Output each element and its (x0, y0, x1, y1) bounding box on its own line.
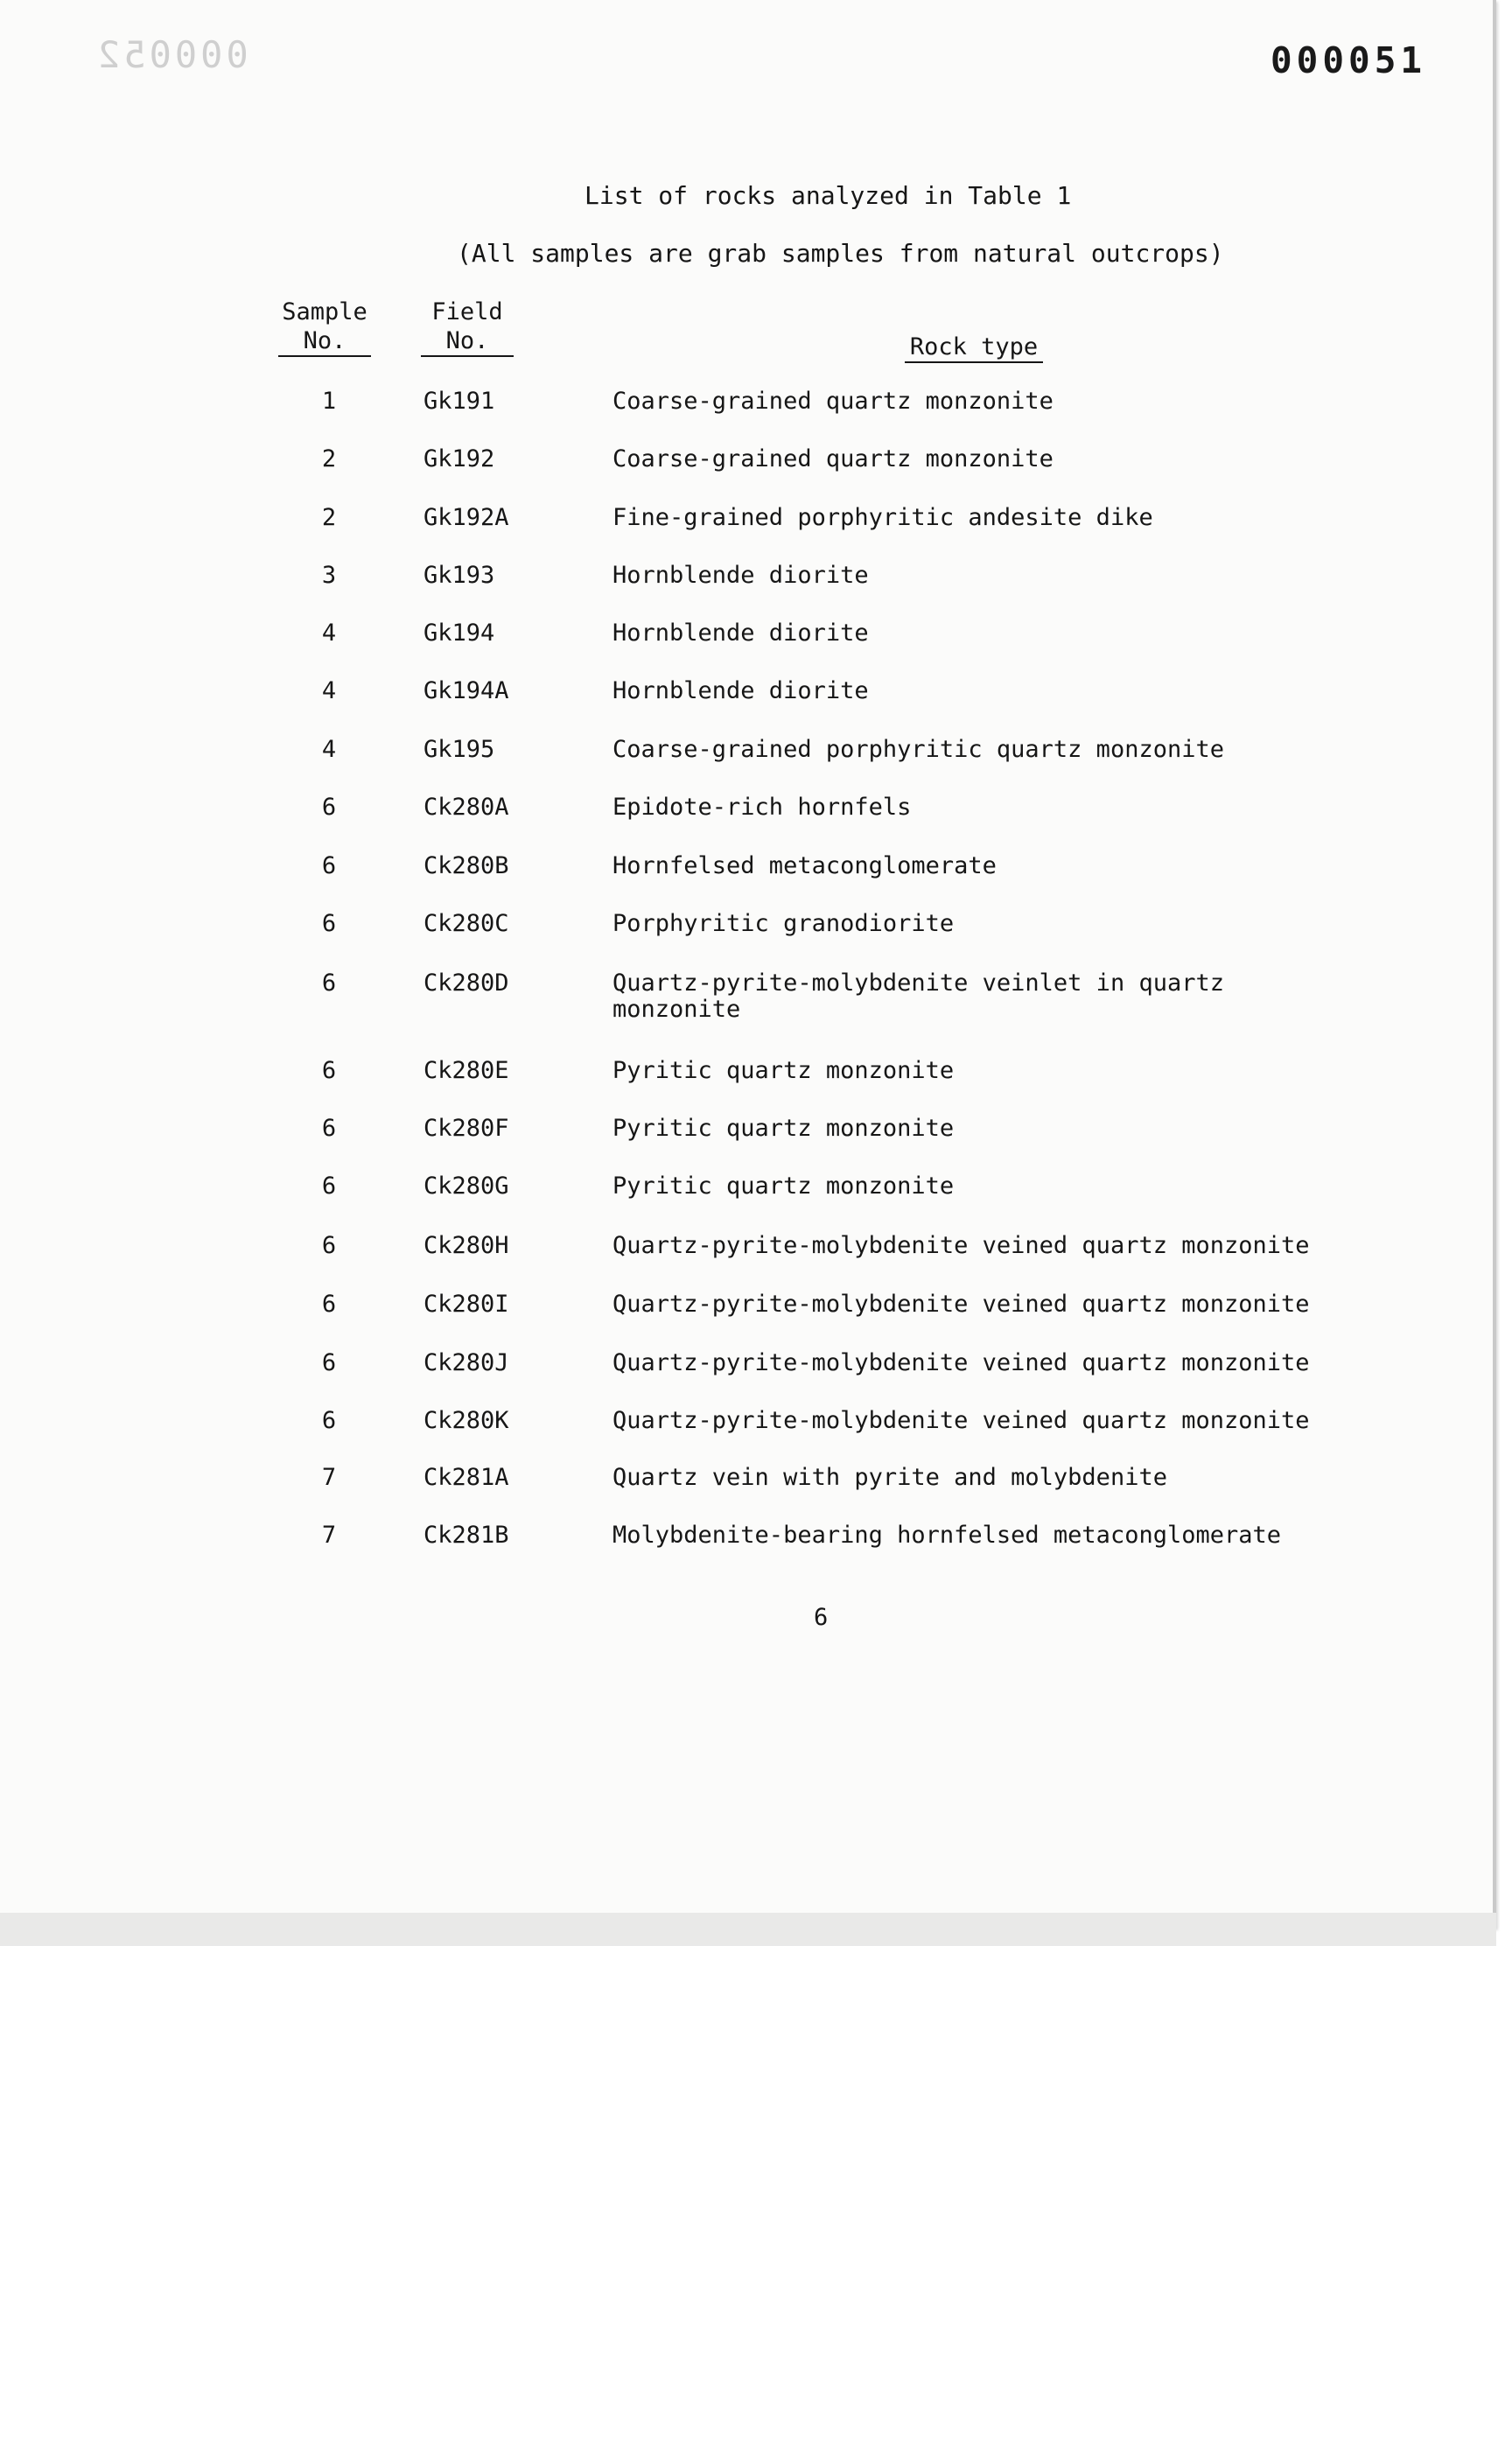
rock-type: Fine-grained porphyritic andesite dike (612, 504, 1153, 531)
table-row (0, 505, 1512, 540)
rock-type: Pyritic quartz monzonite (612, 1057, 955, 1084)
table-row (0, 853, 1512, 888)
table-row (0, 446, 1512, 481)
rock-type: Coarse-grained quartz monzonite (612, 388, 1054, 415)
field-number: Ck280C (424, 910, 509, 937)
sample-number: 6 (321, 1349, 337, 1376)
column-header-rock-type-label: Rock type (905, 332, 1043, 363)
rock-type: Pyritic quartz monzonite (612, 1172, 955, 1200)
sample-number: 1 (321, 388, 337, 415)
field-number: Ck281B (424, 1522, 509, 1549)
field-number: Gk195 (424, 736, 495, 763)
table-row (0, 737, 1512, 772)
sample-number: 6 (321, 1291, 337, 1318)
field-number: Ck280A (424, 794, 509, 821)
sample-number: 6 (321, 1232, 337, 1259)
sample-number: 3 (321, 562, 337, 589)
column-header-sample-line2: No. (278, 326, 371, 357)
field-number: Ck280B (424, 852, 509, 879)
rock-type: Quartz-pyrite-molybdenite veined quartz monzonite (612, 1407, 1310, 1434)
sample-number: 6 (321, 1172, 337, 1200)
table-row (0, 1233, 1512, 1268)
column-header-field-line2: No. (421, 326, 514, 357)
sample-number: 4 (321, 677, 337, 704)
table-row (0, 1292, 1512, 1326)
rock-type: Quartz-pyrite-molybdenite veined quartz monzonite (612, 1232, 1310, 1259)
bleed-through-stamp: 000052 (94, 33, 248, 76)
field-number: Ck280H (424, 1232, 509, 1259)
table-row (0, 794, 1512, 830)
field-number: Ck280G (424, 1172, 509, 1200)
table-row (0, 563, 1512, 598)
table-row (0, 1058, 1512, 1093)
rock-type: Quartz-pyrite-molybdenite veinlet in quartz monzonite (612, 970, 1224, 1023)
table-row (0, 970, 1512, 1032)
rock-type: Hornblende diorite (612, 620, 869, 647)
field-number: Ck280K (424, 1407, 509, 1434)
column-header-field-line1: Field (431, 298, 503, 326)
field-number: Ck280D (424, 970, 509, 997)
sample-number: 6 (321, 1057, 337, 1084)
sample-number: 6 (321, 852, 337, 879)
column-header-sample-line1: Sample (282, 298, 368, 326)
field-number: Gk192A (424, 504, 509, 531)
table-row (0, 911, 1512, 946)
field-number: Gk194 (424, 620, 495, 647)
sample-number: 4 (321, 736, 337, 763)
field-number: Gk193 (424, 562, 495, 589)
rock-type: Pyritic quartz monzonite (612, 1115, 955, 1142)
table-row (0, 1522, 1512, 1558)
rock-type: Quartz-pyrite-molybdenite veined quartz monzonite (612, 1291, 1310, 1318)
table-row (0, 620, 1512, 655)
sample-number: 7 (321, 1522, 337, 1549)
rock-type: Quartz vein with pyrite and molybdenite (612, 1464, 1167, 1491)
field-number: Ck281A (424, 1464, 509, 1491)
field-number: Gk194A (424, 677, 509, 704)
sample-number: 6 (321, 1115, 337, 1142)
table-row (0, 1408, 1512, 1443)
field-number: Ck280J (424, 1349, 509, 1376)
rock-type: Quartz-pyrite-molybdenite veined quartz monzonite (612, 1349, 1310, 1376)
page-title: List of rocks analyzed in Table 1 (584, 181, 1072, 210)
field-number: Gk192 (424, 445, 495, 472)
rock-type: Coarse-grained quartz monzonite (612, 445, 1054, 472)
table-row (0, 1173, 1512, 1208)
sample-number: 7 (321, 1464, 337, 1491)
sample-number: 2 (321, 445, 337, 472)
sample-number: 6 (321, 1407, 337, 1434)
sample-number: 6 (321, 910, 337, 937)
page-subtitle: (All samples are grab samples from natural outcrops) (457, 239, 1224, 268)
sample-number: 4 (321, 620, 337, 647)
rock-type: Porphyritic granodiorite (612, 910, 955, 937)
rock-type: Hornblende diorite (612, 562, 869, 589)
table-row (0, 1116, 1512, 1151)
document-stamp-number: 000051 (1270, 39, 1427, 81)
rock-type: Hornfelsed metaconglomerate (612, 852, 997, 879)
sample-number: 2 (321, 504, 337, 531)
table-row (0, 678, 1512, 713)
sample-number: 6 (321, 794, 337, 821)
page-number: 6 (814, 1604, 829, 1631)
sample-number: 6 (321, 970, 337, 997)
field-number: Ck280F (424, 1115, 509, 1142)
field-number: Ck280I (424, 1291, 509, 1318)
table-row (0, 388, 1512, 424)
scan-shadow-band (0, 1913, 1496, 1946)
table-row (0, 1465, 1512, 1500)
field-number: Gk191 (424, 388, 495, 415)
table-row (0, 1350, 1512, 1385)
rock-type: Epidote-rich hornfels (612, 794, 912, 821)
rock-type: Coarse-grained porphyritic quartz monzonite (612, 736, 1224, 763)
rock-type: Hornblende diorite (612, 677, 869, 704)
rock-type: Molybdenite-bearing hornfelsed metaconglomerate (612, 1522, 1282, 1549)
field-number: Ck280E (424, 1057, 509, 1084)
